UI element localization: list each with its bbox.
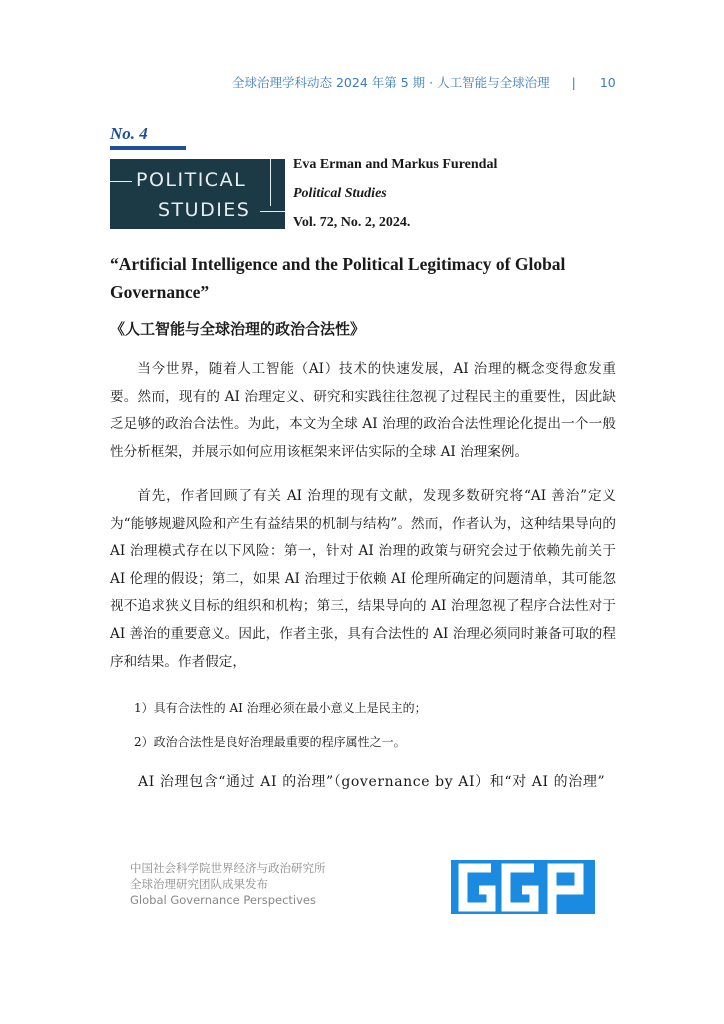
footer-line-1: 中国社会科学院世界经济与政治研究所 — [130, 861, 326, 875]
header-title: 全球治理学科动态 2024 年第 5 期 · 人工智能与全球治理 — [232, 75, 550, 90]
list-item-2: 2）政治合法性是良好治理最重要的程序属性之一。 — [134, 735, 406, 749]
logo-rule-vertical — [270, 159, 271, 206]
entry-underline — [110, 146, 186, 150]
body-paragraph-1: 当今世界，随着人工智能（AI）技术的快速发展，AI 治理的概念变得愈发重要。然而，现有的 AI 治理定义、研究和实践往往忽视了过程民主的重要性，因此缺乏足够的政治合法性。为此，本文为全球 AI 治理的政治合法性理论化提出一个一般性分析框架，并展示如何应用该框架来评估实际的全球 AI 治理案例。 — [110, 361, 616, 460]
footer-institution — [130, 860, 326, 908]
ggp-logo-mark — [451, 860, 595, 914]
citation-authors: Eva Erman and Markus Furendal — [293, 157, 498, 172]
ggp-logo — [451, 860, 595, 914]
body-paragraph-2: 首先，作者回顾了有关 AI 治理的现有文献，发现多数研究将“AI 善治”定义为“能够规避风险和产生有益结果的机制与结构”。然而，作者认为，这种结果导向的 AI 治理模式存在以下风险：第一，针对 AI 治理的政策与研究会过于依赖先前关于 AI 伦理的假设；第二，如果 AI 治理过于依赖 AI 伦理所确定的问题清单，其可能忽视不追求狭义目标的组织和机构；第三，结果导向的 AI 治理忽视了程序合法性对于 AI 善治的重要意义。因此，作者主张，具有合法性的 AI 治理必须同时兼备可取的程序和结果。作者假定， — [110, 488, 616, 670]
footer-line-2: 全球治理研究团队成果发布 — [130, 877, 268, 891]
entry-number: No. 4 — [110, 124, 148, 143]
logo-rule-right — [260, 211, 285, 212]
body-last-line: AI 治理包含“通过 AI 的治理”（governance by AI）和“对 AI 的治理” — [138, 774, 606, 790]
running-header — [232, 72, 622, 92]
citation-volume: Vol. 72, No. 2, 2024. — [293, 215, 411, 230]
header-separator: | — [571, 74, 576, 90]
footer-line-3: Global Governance Perspectives — [130, 893, 316, 907]
article-title-cn: 《人工智能与全球治理的政治合法性》 — [110, 320, 366, 338]
article-title-en: “Artificial Intelligence and the Political Legitimacy of Global Governance” — [110, 254, 566, 302]
logo-line2: STUDIES — [158, 199, 251, 221]
citation-journal: Political Studies — [293, 186, 387, 201]
list-item-1: 1）具有合法性的 AI 治理必须在最小意义上是民主的； — [134, 701, 427, 715]
logo-rule-left — [110, 181, 132, 182]
logo-line1: POLITICAL — [136, 169, 247, 191]
political-studies-logo — [110, 159, 285, 229]
page-number: 10 — [599, 74, 616, 90]
